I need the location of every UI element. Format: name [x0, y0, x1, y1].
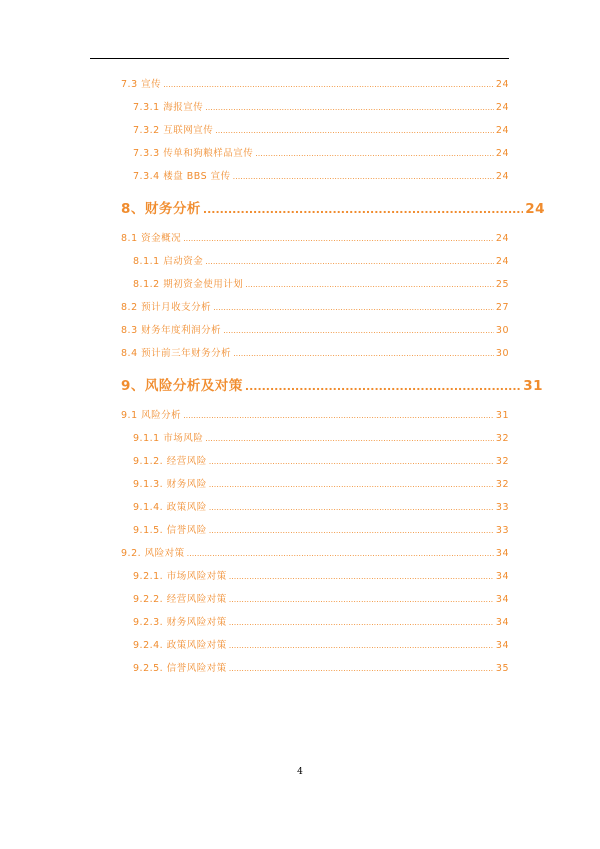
- toc-leader-dots: [223, 326, 494, 335]
- toc-entry-8-1-2[interactable]: [133, 276, 509, 290]
- toc-entry-8-1-1[interactable]: [133, 253, 509, 267]
- toc-entry-label: 9、风险分析及对策: [121, 378, 243, 394]
- toc-leader-dots: [205, 103, 494, 112]
- toc-entry-9-2-4[interactable]: [133, 637, 509, 651]
- toc-leader-dots: [245, 280, 494, 289]
- toc-entry-page: 34: [495, 548, 509, 559]
- toc-leader-dots: [215, 126, 494, 135]
- toc-entry-9-1-1[interactable]: [133, 430, 509, 444]
- toc-leader-dots: [245, 380, 521, 393]
- toc-entry-page: 34: [495, 594, 509, 605]
- toc-entry-page: 34: [495, 640, 509, 651]
- toc-entry-7-3-3[interactable]: [133, 145, 509, 159]
- toc-entry-7-3[interactable]: [121, 76, 509, 90]
- toc-entry-7-3-1[interactable]: [133, 99, 509, 113]
- toc-entry-page: 27: [495, 302, 509, 313]
- toc-entry-page: 31: [495, 410, 509, 421]
- toc-entry-page: 34: [495, 571, 509, 582]
- toc-entry-label: 8.1.1 启动资金: [133, 256, 204, 267]
- toc-entry-label: 9.2.4. 政策风险对策: [133, 640, 227, 651]
- toc-entry-label: 7.3.3 传单和狗粮样品宣传: [133, 148, 254, 159]
- toc-entry-9[interactable]: [121, 374, 543, 394]
- toc-leader-dots: [183, 234, 494, 243]
- toc-entry-label: 9.1 风险分析: [121, 410, 182, 421]
- toc-entry-page: 33: [495, 525, 509, 536]
- toc-entry-page: 30: [495, 325, 509, 336]
- toc-entry-label: 9.1.2. 经营风险: [133, 456, 207, 467]
- toc-entry-page: 24: [495, 79, 509, 90]
- toc-entry-page: 24: [525, 201, 545, 217]
- toc-leader-dots: [233, 172, 494, 181]
- toc-entry-7-3-4[interactable]: [133, 168, 509, 182]
- toc-leader-dots: [229, 572, 494, 581]
- toc-leader-dots: [209, 480, 494, 489]
- toc-entry-page: 34: [495, 617, 509, 628]
- toc-leader-dots: [209, 457, 494, 466]
- toc-entry-8-4[interactable]: [121, 345, 509, 359]
- toc-entry-label: 8、财务分析: [121, 201, 201, 217]
- toc-leader-dots: [229, 664, 494, 673]
- toc-entry-label: 8.1.2 期初资金使用计划: [133, 279, 244, 290]
- toc-entry-page: 24: [495, 233, 509, 244]
- toc-entry-8-2[interactable]: [121, 299, 509, 313]
- toc-entry-page: 32: [495, 433, 509, 444]
- toc-leader-dots: [233, 349, 494, 358]
- toc-leader-dots: [229, 641, 494, 650]
- toc-entry-page: 24: [495, 148, 509, 159]
- toc-entry-9-2-5[interactable]: [133, 660, 509, 674]
- toc-entry-page: 25: [495, 279, 509, 290]
- toc-entry-label: 9.2.1. 市场风险对策: [133, 571, 227, 582]
- toc-entry-7-3-2[interactable]: [133, 122, 509, 136]
- toc-entry-label: 9.2.5. 信誉风险对策: [133, 663, 227, 674]
- toc-entry-label: 9.2.2. 经营风险对策: [133, 594, 227, 605]
- toc-entry-label: 7.3.2 互联网宣传: [133, 125, 214, 136]
- toc-entry-8[interactable]: [121, 197, 545, 217]
- toc-leader-dots: [203, 203, 523, 216]
- toc-leader-dots: [209, 503, 494, 512]
- header-rule: [90, 58, 509, 59]
- toc-entry-8-1[interactable]: [121, 230, 509, 244]
- toc-entry-9-1-2[interactable]: [133, 453, 509, 467]
- toc-entry-page: 30: [495, 348, 509, 359]
- toc-entry-9-2-1[interactable]: [133, 568, 509, 582]
- toc-entry-page: 24: [495, 256, 509, 267]
- toc-leader-dots: [183, 411, 494, 420]
- toc-entry-page: 35: [495, 663, 509, 674]
- toc-entry-8-3[interactable]: [121, 322, 509, 336]
- toc-entry-label: 7.3 宣传: [121, 79, 162, 90]
- toc-entry-label: 9.1.4. 政策风险: [133, 502, 207, 513]
- toc-entry-9-1-5[interactable]: [133, 522, 509, 536]
- toc-entry-label: 8.1 资金概况: [121, 233, 182, 244]
- toc-entry-label: 9.1.5. 信誉风险: [133, 525, 207, 536]
- toc-entry-page: 32: [495, 479, 509, 490]
- toc-entry-label: 9.1.1 市场风险: [133, 433, 204, 444]
- toc-entry-label: 9.2. 风险对策: [121, 548, 185, 559]
- toc-leader-dots: [205, 434, 494, 443]
- toc-entry-page: 33: [495, 502, 509, 513]
- toc-entry-9-1[interactable]: [121, 407, 509, 421]
- toc-entry-9-1-4[interactable]: [133, 499, 509, 513]
- toc-entry-page: 32: [495, 456, 509, 467]
- toc-entry-page: 24: [495, 125, 509, 136]
- page-number: 4: [297, 767, 303, 777]
- toc-leader-dots: [209, 526, 494, 535]
- toc-leader-dots: [205, 257, 494, 266]
- toc-leader-dots: [187, 549, 494, 558]
- toc-entry-page: 31: [523, 378, 543, 394]
- toc-leader-dots: [229, 595, 494, 604]
- toc-entry-9-2-2[interactable]: [133, 591, 509, 605]
- toc-entry-label: 7.3.4 楼盘 BBS 宣传: [133, 171, 231, 182]
- toc-entry-label: 9.2.3. 财务风险对策: [133, 617, 227, 628]
- toc-leader-dots: [229, 618, 494, 627]
- toc-entry-page: 24: [495, 171, 509, 182]
- toc-entry-9-2-3[interactable]: [133, 614, 509, 628]
- toc-entry-label: 7.3.1 海报宣传: [133, 102, 204, 113]
- toc-leader-dots: [255, 149, 494, 158]
- toc-entry-label: 8.2 预计月收支分析: [121, 302, 212, 313]
- toc-entry-9-2[interactable]: [121, 545, 509, 559]
- toc-entry-label: 8.3 财务年度利润分析: [121, 325, 222, 336]
- toc-leader-dots: [163, 80, 494, 89]
- toc-entry-label: 8.4 预计前三年财务分析: [121, 348, 232, 359]
- toc-entry-page: 24: [495, 102, 509, 113]
- toc-entry-9-1-3[interactable]: [133, 476, 509, 490]
- toc-leader-dots: [213, 303, 494, 312]
- toc-entry-label: 9.1.3. 财务风险: [133, 479, 207, 490]
